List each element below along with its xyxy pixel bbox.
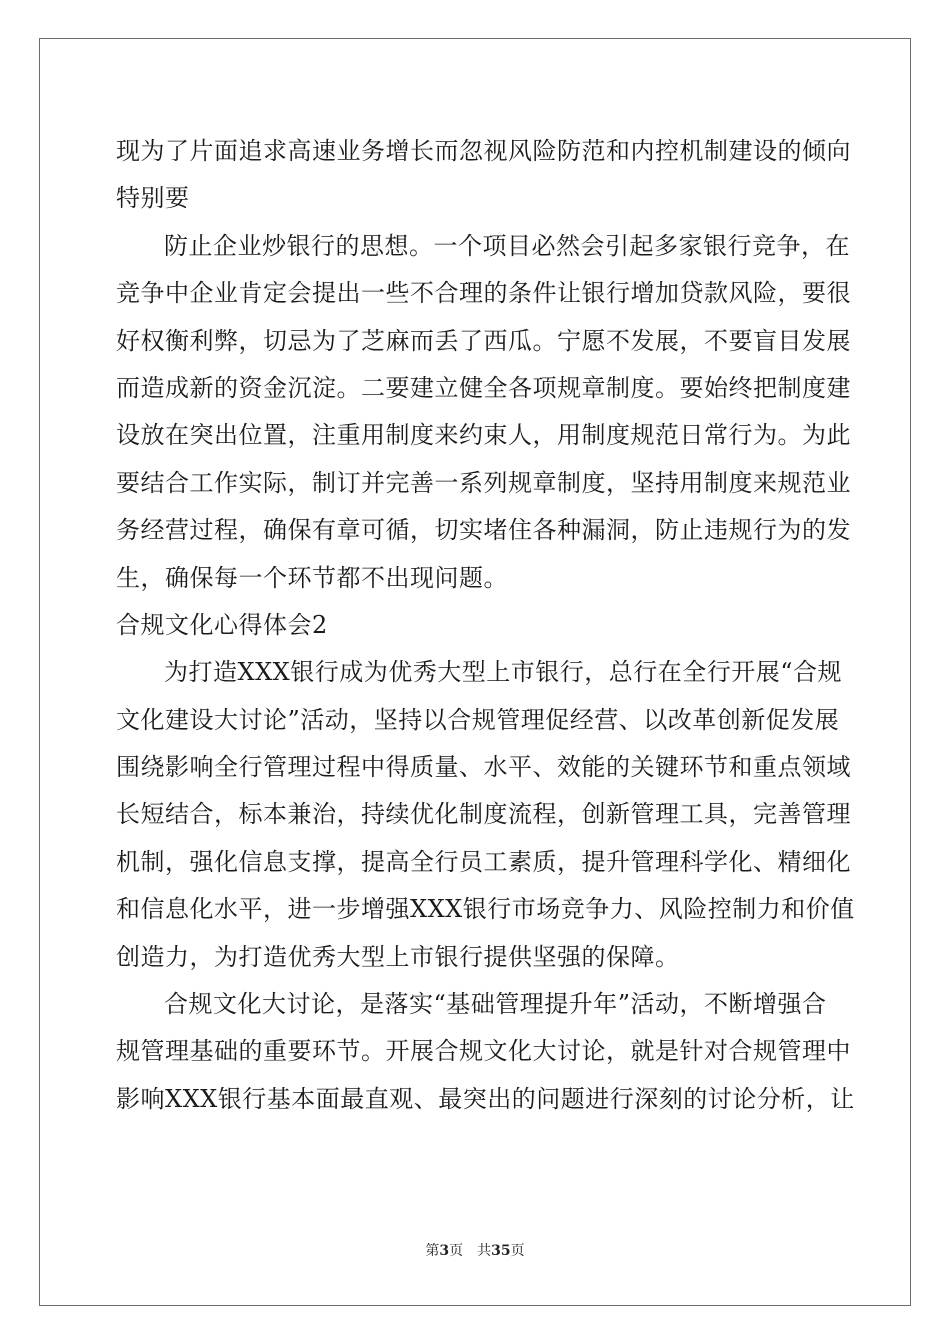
text-line: 影响XXX银行基本面最直观、最突出的问题进行深刻的讨论分析，让 xyxy=(116,1084,855,1113)
text-line: 创造力，为打造优秀大型上市银行提供坚强的保障。 xyxy=(116,942,680,971)
text-line: 特别要 xyxy=(116,184,190,213)
text-line: 现为了片面追求高速业务增长而忽视风险防范和内控机制建设的倾向 xyxy=(116,137,851,165)
footer-prefix: 第 xyxy=(425,1243,440,1259)
text-line: 好权衡利弊，切忌为了芝麻而丢了西瓜。宁愿不发展，不要盲目发展 xyxy=(116,326,851,355)
footer-suffix: 页 xyxy=(510,1243,525,1259)
text-line: 文化建设大讨论”活动，坚持以合规管理促经营、以改革创新促发展 xyxy=(116,705,840,734)
current-page-number: 3 xyxy=(439,1243,450,1259)
text-line: 而造成新的资金沉淀。二要建立健全各项规章制度。要始终把制度建 xyxy=(116,373,851,402)
text-line: 合规文化大讨论，是落实“基础管理提升年”活动，不断增强合 xyxy=(164,990,827,1019)
text-line: 围绕影响全行管理过程中得质量、水平、效能的关键环节和重点领域 xyxy=(116,753,851,782)
text-line: 机制，强化信息支撑，提高全行员工素质，提升管理科学化、精细化 xyxy=(116,847,851,876)
text-line: 和信息化水平，进一步增强XXX银行市场竞争力、风险控制力和价值 xyxy=(116,895,855,924)
total-page-count: 35 xyxy=(491,1243,511,1259)
text-line: 设放在突出位置，注重用制度来约束人，用制度规范日常行为。为此 xyxy=(116,421,851,450)
text-line: 竞争中企业肯定会提出一些不合理的条件让银行增加贷款风险，要很 xyxy=(116,279,851,308)
text-line: 为打造XXX银行成为优秀大型上市银行，总行在全行开展“合规 xyxy=(164,658,843,687)
text-line: 防止企业炒银行的思想。一个项目必然会引起多家银行竞争，在 xyxy=(164,231,850,260)
text-line: 长短结合，标本兼治，持续优化制度流程，创新管理工具，完善管理 xyxy=(116,800,851,829)
text-line: 合规文化心得体会2 xyxy=(116,610,328,639)
text-line: 生，确保每一个环节都不出现问题。 xyxy=(116,563,508,592)
text-line: 规管理基础的重要环节。开展合规文化大讨论，就是针对合规管理中 xyxy=(116,1037,851,1066)
text-line: 务经营过程，确保有章可循，切实堵住各种漏洞，防止违规行为的发 xyxy=(116,516,851,545)
document-body xyxy=(116,128,855,1123)
text-line: 要结合工作实际，制订并完善一系列规章制度，坚持用制度来规范业 xyxy=(116,468,851,497)
page-footer xyxy=(0,1240,950,1260)
footer-mid: 页 共 xyxy=(449,1243,492,1259)
